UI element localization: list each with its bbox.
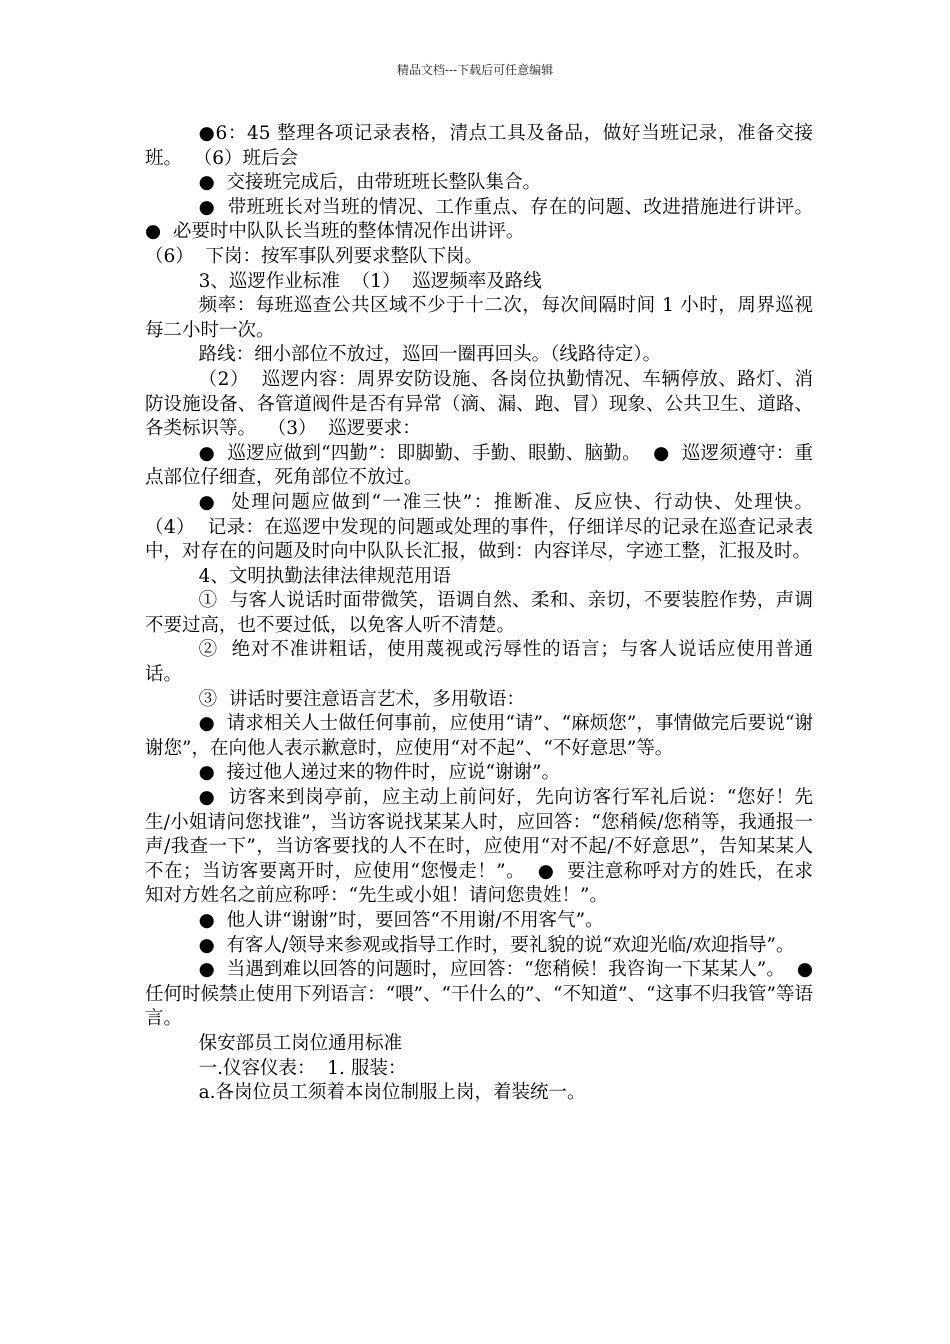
- paragraph: ● 处理问题应做到“一准三快”：推断准、反应快、行动快、处理快。 （4） 记录：在巡逻中发现的问题或处理的事件，仔细详尽的记录在巡查记录表中，对存在的问题及时向中队队长汇报，做到：内容详尽，字迹工整，汇报及时。: [145, 491, 825, 563]
- paragraph: ① 与客人说话时面带微笑，语调自然、柔和、亲切，不要装腔作势，声调不要过高，也不要过低，以免客人听不清楚。: [145, 590, 813, 636]
- paragraph: ● 请求相关人士做任何事前，应使用“请”、“麻烦您”，事情做完后要说“谢谢您”，在向他人表示歉意时，应使用“对不起”、“不好意思”等。: [145, 713, 813, 759]
- paragraph: ● 接过他人递过来的物件时，应说“谢谢”。: [198, 762, 560, 784]
- paragraph: ● 当遇到难以回答的问题时，应回答：“您稍候！我咨询一下某某人”。 ● 任何时候禁止使用下列语言：“喂”、“干什么的”、“不知道”、“这事不归我管”等语言。: [145, 959, 825, 1030]
- paragraph: （6） 下岗：按军事队列要求整队下岗。: [145, 245, 484, 267]
- paragraph: ● 访客来到岗亭前，应主动上前问好，先向访客行军礼后说：“您好！先生/小姐请问您找谁”，当访客说找某某人时，应回答：“您稍候/您稍等，我通报一声/我查一下”，当访客要找的人不在时，应使用“对不起/不好意思”，告知某某人不在；当访客要离开时，应使用“您慢走！”。 ● 要注意称呼对方的姓氏，在求知对方姓名之前应称呼：“先生或小姐！请问您贵姓！”。: [145, 787, 813, 907]
- paragraph: ③ 讲话时要注意语言艺术，多用敬语：: [198, 688, 525, 710]
- paragraph: a.各岗位员工须着本岗位制服上岗，着装统一。: [198, 1082, 586, 1104]
- paragraph: 频率：每班巡查公共区域不少于十二次，每次间隔时间 1 小时，周界巡视每二小时一次。: [145, 295, 813, 341]
- paragraph: 3、巡逻作业标准 （1） 巡逻频率及路线: [198, 270, 542, 292]
- paragraph: 4、文明执勤法律法律规范用语: [198, 565, 451, 587]
- paragraph: ② 绝对不准讲粗话，使用蔑视或污辱性的语言；与客人说话应使用普通话。: [145, 639, 813, 686]
- paragraph: ● 有客人/领导来参观或指导工作时，要礼貌的说“欢迎光临/欢迎指导”。: [198, 934, 795, 956]
- paragraph: 一.仪容仪表： 1. 服装：: [198, 1057, 407, 1079]
- paragraph: ● 交接班完成后，由带班班长整队集合。: [198, 172, 542, 194]
- paragraph: 路线：细小部位不放过，巡回一圈再回头。（线路待定）。: [198, 344, 662, 366]
- page-header: 精品文档---下载后可任意编辑: [396, 63, 554, 77]
- paragraph: ●6：45 整理各项记录表格，清点工具及备品，做好当班记录，准备交接班。 （6）班后会: [145, 123, 813, 169]
- paragraph: ● 带班班长对当班的情况、工作重点、存在的问题、改进措施进行讲评。 ● 必要时中队队长当班的整体情况作出讲评。: [145, 196, 825, 243]
- document-body: [145, 122, 825, 1106]
- paragraph: ● 他人讲“谢谢”时，要回答“不用谢/不用客气”。: [198, 910, 604, 931]
- paragraph: ● 巡逻应做到“四勤”：即脚勤、手勤、眼勤、脑勤。 ● 巡逻须遵守：重点部位仔细查，死角部位不放过。: [145, 442, 813, 489]
- paragraph: 保安部员工岗位通用标准: [198, 1032, 403, 1054]
- paragraph: （2） 巡逻内容：周界安防设施、各岗位执勤情况、车辆停放、路灯、消防设施设备、各管道阀件是否有异常（滴、漏、跑、冒）现象、公共卫生、道路、各类标识等。 （3） 巡逻要求：: [145, 368, 813, 440]
